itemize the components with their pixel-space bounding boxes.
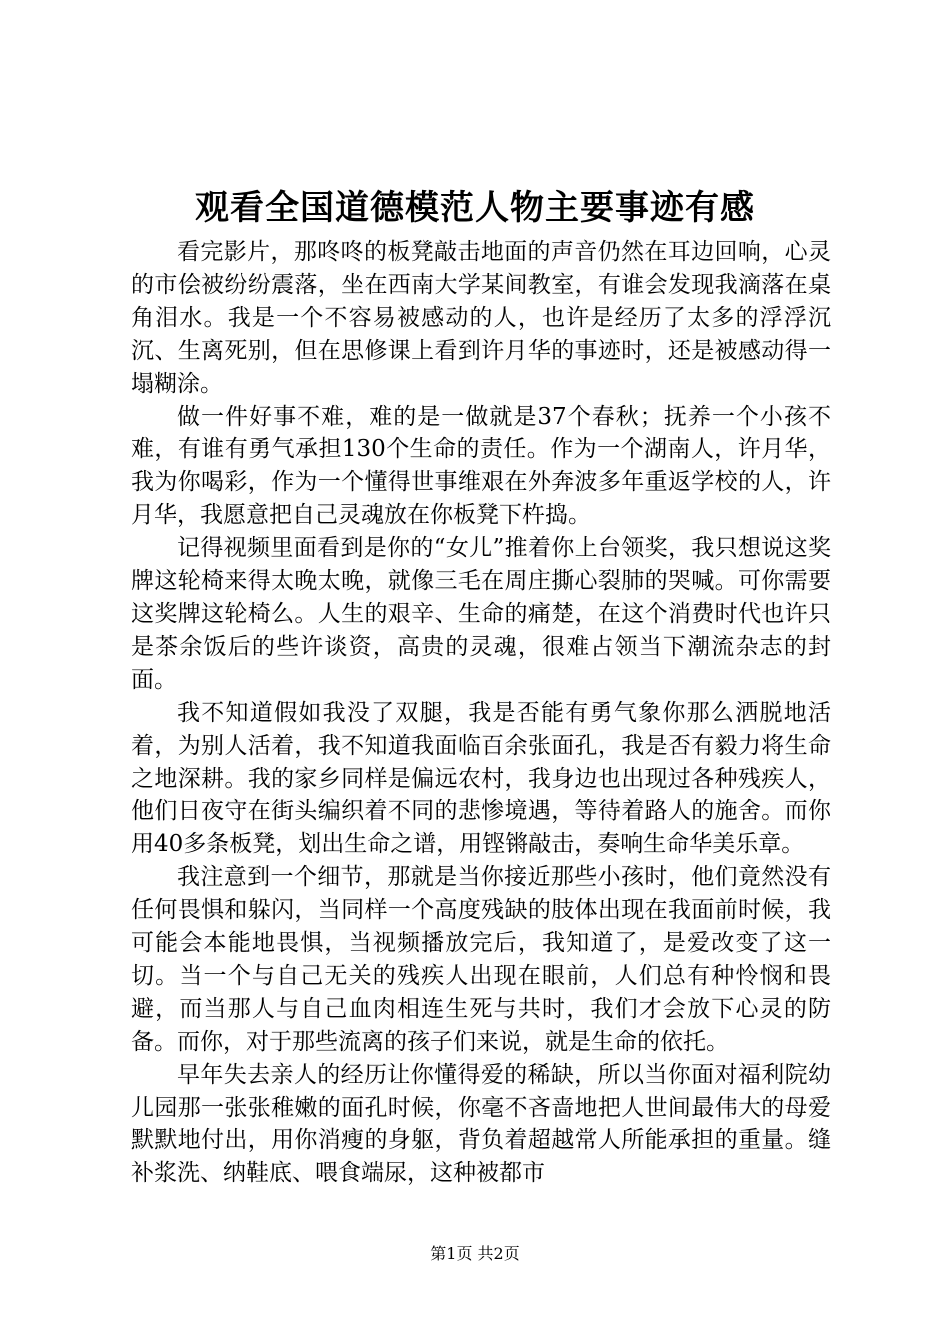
page-number-footer: 第1页 共2页 (430, 1244, 520, 1263)
paragraph-4: 我不知道假如我没了双腿，我是否能有勇气象你那么洒脱地活着，为别人活着，我不知道我面临百余张面孔，我是否有毅力将生命之地深耕。我的家乡同样是偏远农村，我身边也出现过各种残疾人，他们日夜守在街头编织着不同的悲惨境遇，等待着路人的施舍。而你用40多条板凳，划出生命之谱，用铿锵敲击，奏响生命华美乐章。 (131, 699, 831, 858)
paragraph-3: 记得视频里面看到是你的“女儿”推着你上台领奖，我只想说这奖牌这轮椅来得太晚太晚，就像三毛在周庄撕心裂肺的哭喊。可你需要这奖牌这轮椅么。人生的艰辛、生命的痛楚，在这个消费时代也许只是茶余饭后的些许谈资，高贵的灵魂，很难占领当下潮流杂志的封面。 (131, 535, 831, 693)
paragraph-6: 早年失去亲人的经历让你懂得爱的稀缺，所以当你面对福利院幼儿园那一张张稚嫩的面孔时候，你毫不吝啬地把人世间最伟大的母爱默默地付出，用你消瘦的身躯，背负着超越常人所能承担的重量。缝补浆洗、纳鞋底、喂食端尿，这种被都市 (131, 1061, 831, 1187)
paragraph-5: 我注意到一个细节，那就是当你接近那些小孩时，他们竟然没有任何畏惧和躲闪，当同样一个高度残缺的肢体出现在我面前时候，我可能会本能地畏惧，当视频播放完后，我知道了，是爱改变了这一切。当一个与自己无关的残疾人出现在眼前，人们总有种怜悯和畏避，而当那人与自己血肉相连生死与共时，我们才会放下心灵的防备。而你，对于那些流离的孩子们来说，就是生命的依托。 (131, 864, 831, 1055)
paragraph-2: 做一件好事不难，难的是一做就是37个春秋；抚养一个小孩不难，有谁有勇气承担130个生命的责任。作为一个湖南人，许月华，我为你喝彩，作为一个懂得世事维艰在外奔波多年重返学校的人，许月华，我愿意把自己灵魂放在你板凳下杵捣。 (131, 403, 831, 529)
paragraph-1: 看完影片，那咚咚的板凳敲击地面的声音仍然在耳边回响，心灵的市侩被纷纷震落，坐在西南大学某间教室，有谁会发现我滴落在桌角泪水。我是一个不容易被感动的人，也许是经历了太多的浮浮沉沉、生离死别，但在思修课上看到许月华的事迹时，还是被感动得一塌糊涂。 (131, 239, 831, 397)
document-title: 观看全国道德模范人物主要事迹有感 (195, 188, 755, 228)
document-body (131, 236, 831, 1190)
